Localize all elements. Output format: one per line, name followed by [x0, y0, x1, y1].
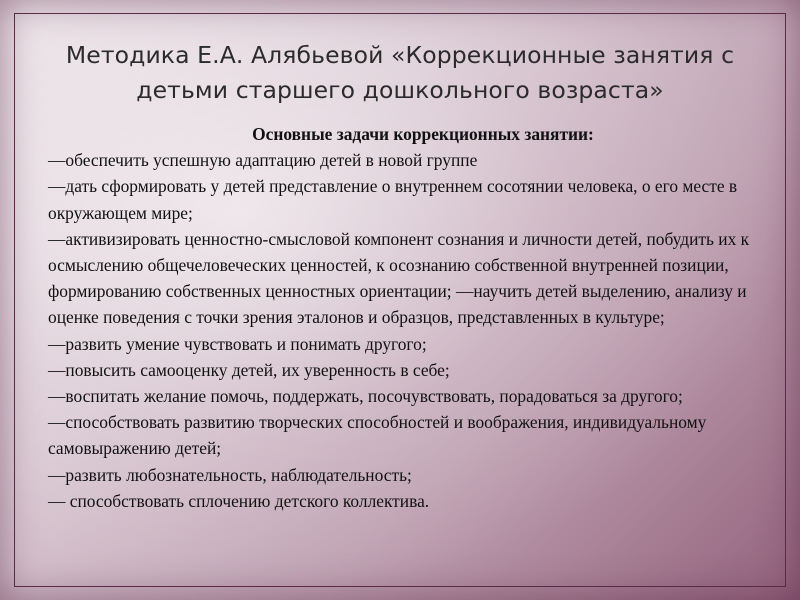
task-item: —развить любознательность, наблюдательность; — [48, 464, 412, 485]
task-item: — способствовать сплочению детского коллектива. — [48, 490, 430, 511]
task-item: —способствовать развитию творческих способностей и воображения, индивидуальному самовыражению детей; — [48, 412, 707, 459]
task-item: —воспитать желание помочь, поддержать, посочувствовать, порадоваться за другого; — [48, 386, 683, 407]
tasks-heading: Основные задачи коррекционных занятии: — [252, 124, 594, 144]
slide-body — [48, 121, 778, 514]
task-item: —развить умение чувствовать и понимать другого; — [48, 333, 427, 354]
task-item: —повысить самооценку детей, их уверенность в себе; — [48, 359, 450, 380]
task-item: —обеспечить успешную адаптацию детей в новой группе — [48, 150, 478, 171]
task-item: —активизировать ценностно-смысловой компонент сознания и личности детей, побудить их к осмыслению общечеловеческих ценностей, к осознанию собственной внутренней позиции, формированию собственных ценностных ориентации; —научить детей выделению, анализу и оценке поведения с точки зрения эталонов и образцов, представленных в культуре; — [48, 228, 750, 328]
task-item: —дать сформировать у детей представление о внутреннем сосотянии человека, о его месте в окружающем мире; — [48, 176, 738, 223]
slide-title: Методика Е.А. Алябьевой «Коррекционные занятия с детьми старшего дошкольного возраста» — [65, 41, 735, 104]
